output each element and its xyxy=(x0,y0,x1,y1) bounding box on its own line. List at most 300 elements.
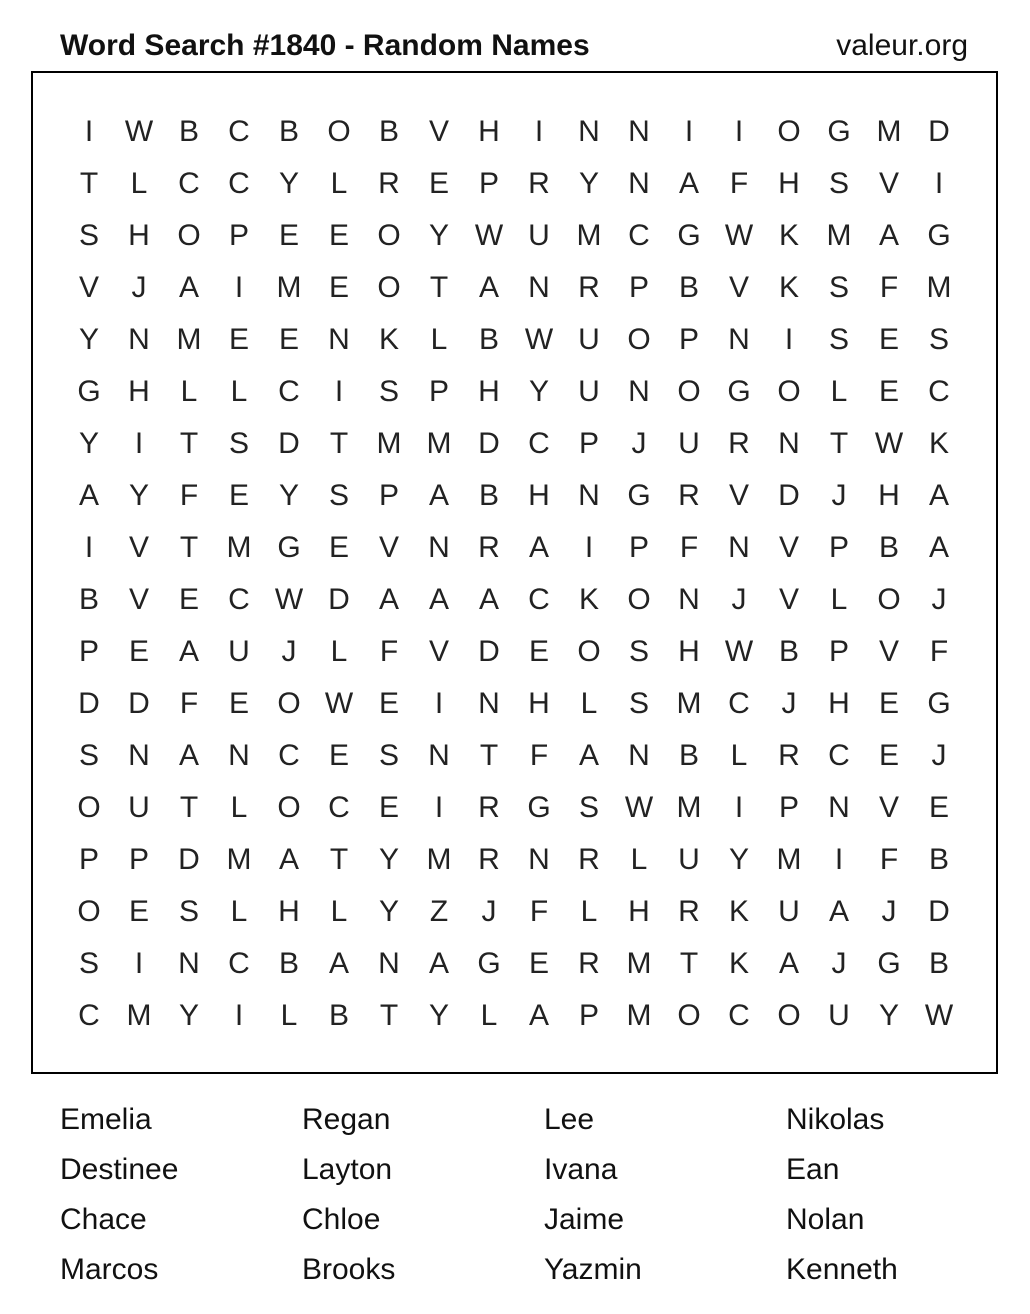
grid-letter: B xyxy=(378,115,399,148)
grid-letter: A xyxy=(178,635,199,668)
grid-letter: V xyxy=(878,791,899,824)
word-list-item: Nolan xyxy=(786,1203,865,1236)
grid-letter: O xyxy=(327,115,351,148)
grid-letter: I xyxy=(534,115,544,148)
grid-letter: L xyxy=(480,999,498,1032)
grid-letter: M xyxy=(676,687,702,720)
grid-letter: N xyxy=(728,323,750,356)
grid-letter: O xyxy=(277,791,301,824)
grid-letter: D xyxy=(478,635,500,668)
grid-letter: E xyxy=(328,531,349,564)
grid-letter: F xyxy=(379,635,399,668)
grid-letter: I xyxy=(584,531,594,564)
grid-letter: J xyxy=(481,895,497,928)
grid-letter: I xyxy=(834,843,844,876)
grid-letter: S xyxy=(628,635,649,668)
grid-letter: I xyxy=(784,323,794,356)
grid-letter: I xyxy=(234,271,244,304)
grid-letter: C xyxy=(278,739,300,772)
grid-letter: H xyxy=(478,375,500,408)
grid-letter: P xyxy=(778,791,799,824)
grid-letter: I xyxy=(434,791,444,824)
grid-letter: J xyxy=(931,583,947,616)
grid-letter: B xyxy=(278,115,299,148)
grid-letter: A xyxy=(578,739,599,772)
grid-letter: B xyxy=(678,739,699,772)
grid-letter: B xyxy=(478,323,499,356)
grid-letter: A xyxy=(528,999,549,1032)
grid-letter: U xyxy=(128,791,150,824)
grid-letter: J xyxy=(131,271,147,304)
word-list-item: Jaime xyxy=(544,1203,625,1236)
grid-letter: W xyxy=(924,999,954,1032)
grid-letter: O xyxy=(777,375,801,408)
site-name: valeur.org xyxy=(836,29,968,62)
grid-letter: L xyxy=(330,635,348,668)
grid-letter: A xyxy=(378,583,399,616)
grid-letter: W xyxy=(624,791,654,824)
grid-letter: N xyxy=(628,739,650,772)
grid-letter: F xyxy=(879,271,899,304)
grid-letter: V xyxy=(878,635,899,668)
grid-letter: E xyxy=(528,635,549,668)
grid-letter: G xyxy=(727,375,751,408)
grid-letter: A xyxy=(478,583,499,616)
grid-letter: V xyxy=(78,271,99,304)
grid-letter: Y xyxy=(278,479,299,512)
grid-letter: A xyxy=(428,479,449,512)
grid-letter: W xyxy=(274,583,304,616)
grid-letter: S xyxy=(928,323,949,356)
grid-letter: L xyxy=(630,843,648,876)
grid-letter: P xyxy=(78,635,99,668)
grid-letter: P xyxy=(128,843,149,876)
grid-letter: N xyxy=(628,115,650,148)
grid-letter: R xyxy=(578,271,600,304)
grid-letter: E xyxy=(928,791,949,824)
grid-letter: C xyxy=(228,115,250,148)
grid-letter: O xyxy=(777,999,801,1032)
grid-letter: I xyxy=(84,115,94,148)
word-list-item: Destinee xyxy=(60,1153,179,1186)
grid-letter: C xyxy=(928,375,950,408)
grid-letter: R xyxy=(478,791,500,824)
grid-letter: Y xyxy=(178,999,199,1032)
grid-letter: H xyxy=(628,895,650,928)
grid-letter: A xyxy=(828,895,849,928)
grid-letter: N xyxy=(628,375,650,408)
grid-letter: W xyxy=(724,219,754,252)
grid-letter: C xyxy=(528,583,550,616)
grid-letter: T xyxy=(179,427,199,460)
grid-letter: E xyxy=(528,947,549,980)
grid-letter: W xyxy=(474,219,504,252)
grid-letter: E xyxy=(878,323,899,356)
grid-letter: N xyxy=(228,739,250,772)
word-list-item: Ivana xyxy=(544,1153,618,1186)
grid-letter: U xyxy=(678,427,700,460)
grid-letter: O xyxy=(777,115,801,148)
grid-letter: E xyxy=(328,271,349,304)
grid-letter: G xyxy=(277,531,301,564)
grid-letter: H xyxy=(528,479,550,512)
grid-letter: L xyxy=(230,791,248,824)
grid-letter: T xyxy=(829,427,849,460)
grid-letter: L xyxy=(580,895,598,928)
grid-letter: P xyxy=(578,999,599,1032)
grid-letter: W xyxy=(724,635,754,668)
grid-letter: M xyxy=(226,843,252,876)
grid-letter: O xyxy=(77,791,101,824)
grid-letter: E xyxy=(878,375,899,408)
grid-letter: E xyxy=(378,687,399,720)
grid-letter: N xyxy=(578,479,600,512)
grid-letter: C xyxy=(228,167,250,200)
grid-letter: M xyxy=(776,843,802,876)
grid-letter: J xyxy=(881,895,897,928)
grid-letter: B xyxy=(878,531,899,564)
grid-letter: N xyxy=(128,323,150,356)
grid-letter: I xyxy=(734,115,744,148)
grid-letter: M xyxy=(276,271,302,304)
grid-letter: M xyxy=(676,791,702,824)
grid-letter: D xyxy=(278,427,300,460)
grid-letter: P xyxy=(828,635,849,668)
grid-letter: Y xyxy=(378,895,399,928)
grid-letter: O xyxy=(577,635,601,668)
grid-letter: R xyxy=(678,479,700,512)
grid-letter: A xyxy=(678,167,699,200)
grid-letter: E xyxy=(878,687,899,720)
grid-letter: K xyxy=(728,947,749,980)
grid-letter: V xyxy=(428,115,449,148)
grid-letter: K xyxy=(778,219,799,252)
grid-letter: S xyxy=(378,375,399,408)
grid-letter: V xyxy=(128,583,149,616)
grid-letter: D xyxy=(478,427,500,460)
grid-letter: N xyxy=(428,531,450,564)
grid-letter: V xyxy=(878,167,899,200)
grid-letter: S xyxy=(828,271,849,304)
grid-letter: W xyxy=(874,427,904,460)
grid-letter: P xyxy=(628,531,649,564)
grid-letter: Y xyxy=(78,427,99,460)
grid-letter: M xyxy=(226,531,252,564)
grid-letter: N xyxy=(178,947,200,980)
grid-letter: O xyxy=(677,999,701,1032)
grid-letter: Y xyxy=(728,843,749,876)
word-list-item: Emelia xyxy=(60,1103,152,1136)
grid-letter: A xyxy=(428,947,449,980)
grid-letter: I xyxy=(934,167,944,200)
grid-letter: O xyxy=(877,583,901,616)
grid-letter: Y xyxy=(378,843,399,876)
grid-letter: A xyxy=(778,947,799,980)
grid-letter: R xyxy=(728,427,750,460)
grid-letter: B xyxy=(178,115,199,148)
grid-letter: I xyxy=(84,531,94,564)
grid-letter: F xyxy=(929,635,949,668)
grid-letter: S xyxy=(328,479,349,512)
grid-letter: B xyxy=(478,479,499,512)
grid-letter: R xyxy=(528,167,550,200)
grid-letter: G xyxy=(877,947,901,980)
word-list-item: Ean xyxy=(786,1153,840,1186)
grid-letter: S xyxy=(828,323,849,356)
grid-letter: S xyxy=(78,219,99,252)
grid-letter: F xyxy=(729,167,749,200)
grid-letter: E xyxy=(128,895,149,928)
grid-letter: B xyxy=(928,843,949,876)
grid-letter: P xyxy=(478,167,499,200)
grid-letter: J xyxy=(731,583,747,616)
grid-letter: B xyxy=(678,271,699,304)
grid-letter: K xyxy=(928,427,949,460)
grid-letter: Y xyxy=(278,167,299,200)
word-list-item: Regan xyxy=(302,1103,391,1136)
grid-letter: L xyxy=(830,375,848,408)
grid-letter: I xyxy=(434,687,444,720)
grid-letter: Y xyxy=(428,999,449,1032)
grid-letter: V xyxy=(128,531,149,564)
grid-letter: A xyxy=(878,219,899,252)
letter-grid xyxy=(64,106,964,1042)
grid-letter: C xyxy=(178,167,200,200)
grid-letter: O xyxy=(627,583,651,616)
grid-letter: V xyxy=(428,635,449,668)
grid-letter: E xyxy=(228,323,249,356)
grid-letter: M xyxy=(426,427,452,460)
grid-letter: M xyxy=(376,427,402,460)
grid-letter: G xyxy=(77,375,101,408)
grid-letter: F xyxy=(879,843,899,876)
grid-letter: R xyxy=(578,947,600,980)
grid-letter: C xyxy=(728,687,750,720)
grid-letter: T xyxy=(379,999,399,1032)
word-list-item: Chloe xyxy=(302,1203,381,1236)
grid-letter: C xyxy=(728,999,750,1032)
grid-letter: F xyxy=(179,687,199,720)
grid-letter: R xyxy=(578,843,600,876)
grid-letter: N xyxy=(728,531,750,564)
grid-letter: O xyxy=(177,219,201,252)
grid-letter: O xyxy=(277,687,301,720)
grid-letter: T xyxy=(179,531,199,564)
grid-letter: E xyxy=(878,739,899,772)
grid-letter: Y xyxy=(128,479,149,512)
grid-letter: A xyxy=(428,583,449,616)
grid-letter: J xyxy=(781,687,797,720)
grid-letter: U xyxy=(228,635,250,668)
grid-letter: P xyxy=(378,479,399,512)
grid-letter: D xyxy=(128,687,150,720)
grid-letter: Y xyxy=(528,375,549,408)
grid-letter: R xyxy=(378,167,400,200)
word-list-item: Kenneth xyxy=(786,1253,898,1286)
grid-letter: B xyxy=(328,999,349,1032)
grid-letter: E xyxy=(228,479,249,512)
grid-letter: C xyxy=(278,375,300,408)
grid-letter: U xyxy=(778,895,800,928)
grid-letter: O xyxy=(377,271,401,304)
grid-letter: A xyxy=(528,531,549,564)
grid-letter: N xyxy=(678,583,700,616)
grid-letter: M xyxy=(426,843,452,876)
grid-letter: Y xyxy=(78,323,99,356)
grid-letter: H xyxy=(778,167,800,200)
grid-letter: C xyxy=(628,219,650,252)
grid-letter: G xyxy=(677,219,701,252)
grid-letter: M xyxy=(826,219,852,252)
grid-letter: B xyxy=(278,947,299,980)
grid-letter: N xyxy=(528,843,550,876)
grid-letter: L xyxy=(180,375,198,408)
grid-letter: F xyxy=(679,531,699,564)
grid-letter: O xyxy=(377,219,401,252)
grid-letter: M xyxy=(626,999,652,1032)
grid-letter: G xyxy=(927,687,951,720)
letter-grid-frame xyxy=(31,71,998,1074)
grid-letter: P xyxy=(578,427,599,460)
grid-letter: C xyxy=(228,583,250,616)
grid-letter: P xyxy=(828,531,849,564)
grid-letter: S xyxy=(828,167,849,200)
grid-letter: B xyxy=(928,947,949,980)
grid-letter: C xyxy=(828,739,850,772)
grid-letter: I xyxy=(734,791,744,824)
word-list xyxy=(60,1100,1028,1300)
grid-letter: A xyxy=(328,947,349,980)
grid-letter: I xyxy=(134,427,144,460)
word-list-item: Yazmin xyxy=(544,1253,642,1286)
grid-letter: S xyxy=(378,739,399,772)
grid-letter: U xyxy=(678,843,700,876)
grid-letter: P xyxy=(428,375,449,408)
grid-letter: F xyxy=(529,739,549,772)
grid-letter: I xyxy=(234,999,244,1032)
grid-letter: U xyxy=(578,375,600,408)
word-list-item: Brooks xyxy=(302,1253,396,1286)
grid-letter: L xyxy=(430,323,448,356)
word-list-item: Lee xyxy=(544,1103,595,1136)
grid-letter: D xyxy=(328,583,350,616)
grid-letter: F xyxy=(529,895,549,928)
grid-letter: J xyxy=(931,739,947,772)
grid-letter: A xyxy=(178,271,199,304)
grid-letter: L xyxy=(730,739,748,772)
grid-letter: W xyxy=(524,323,554,356)
grid-letter: L xyxy=(330,167,348,200)
grid-letter: O xyxy=(77,895,101,928)
grid-letter: I xyxy=(684,115,694,148)
grid-letter: P xyxy=(228,219,249,252)
grid-letter: N xyxy=(628,167,650,200)
grid-letter: S xyxy=(228,427,249,460)
grid-letter: H xyxy=(128,219,150,252)
grid-letter: U xyxy=(578,323,600,356)
grid-letter: V xyxy=(378,531,399,564)
grid-letter: R xyxy=(678,895,700,928)
grid-letter: T xyxy=(79,167,99,200)
grid-letter: T xyxy=(179,791,199,824)
grid-letter: T xyxy=(329,843,349,876)
grid-letter: E xyxy=(178,583,199,616)
grid-letter: H xyxy=(828,687,850,720)
grid-letter: D xyxy=(928,895,950,928)
grid-letter: Y xyxy=(428,219,449,252)
grid-letter: P xyxy=(78,843,99,876)
grid-letter: Y xyxy=(878,999,899,1032)
grid-letter: W xyxy=(124,115,154,148)
grid-letter: R xyxy=(478,843,500,876)
grid-letter: C xyxy=(328,791,350,824)
grid-letter: L xyxy=(830,583,848,616)
grid-letter: H xyxy=(878,479,900,512)
grid-letter: S xyxy=(628,687,649,720)
grid-letter: N xyxy=(778,427,800,460)
grid-letter: V xyxy=(778,583,799,616)
grid-letter: N xyxy=(828,791,850,824)
grid-letter: V xyxy=(728,479,749,512)
grid-letter: L xyxy=(580,687,598,720)
grid-letter: S xyxy=(178,895,199,928)
grid-letter: Y xyxy=(578,167,599,200)
grid-letter: I xyxy=(134,947,144,980)
grid-letter: D xyxy=(178,843,200,876)
grid-letter: G xyxy=(477,947,501,980)
grid-letter: K xyxy=(578,583,599,616)
grid-letter: V xyxy=(778,531,799,564)
grid-letter: R xyxy=(778,739,800,772)
grid-letter: M xyxy=(876,115,902,148)
grid-letter: N xyxy=(478,687,500,720)
grid-letter: M xyxy=(126,999,152,1032)
grid-letter: H xyxy=(278,895,300,928)
grid-letter: G xyxy=(627,479,651,512)
grid-letter: N xyxy=(378,947,400,980)
grid-letter: V xyxy=(728,271,749,304)
grid-letter: K xyxy=(778,271,799,304)
grid-letter: E xyxy=(228,687,249,720)
grid-letter: H xyxy=(478,115,500,148)
grid-letter: A xyxy=(478,271,499,304)
grid-letter: E xyxy=(378,791,399,824)
grid-letter: J xyxy=(831,947,847,980)
grid-letter: D xyxy=(778,479,800,512)
grid-letter: E xyxy=(328,219,349,252)
word-list-item: Marcos xyxy=(60,1253,159,1286)
grid-letter: C xyxy=(78,999,100,1032)
grid-letter: D xyxy=(78,687,100,720)
grid-letter: B xyxy=(78,583,99,616)
grid-letter: W xyxy=(324,687,354,720)
grid-letter: N xyxy=(578,115,600,148)
grid-letter: K xyxy=(378,323,399,356)
grid-letter: H xyxy=(528,687,550,720)
grid-letter: G xyxy=(527,791,551,824)
grid-letter: O xyxy=(677,375,701,408)
grid-letter: E xyxy=(278,323,299,356)
grid-letter: Z xyxy=(429,895,449,928)
word-list-item: Chace xyxy=(60,1203,147,1236)
grid-letter: K xyxy=(728,895,749,928)
grid-letter: P xyxy=(678,323,699,356)
grid-letter: I xyxy=(334,375,344,408)
grid-letter: N xyxy=(528,271,550,304)
grid-letter: M xyxy=(176,323,202,356)
grid-letter: S xyxy=(578,791,599,824)
grid-letter: N xyxy=(328,323,350,356)
